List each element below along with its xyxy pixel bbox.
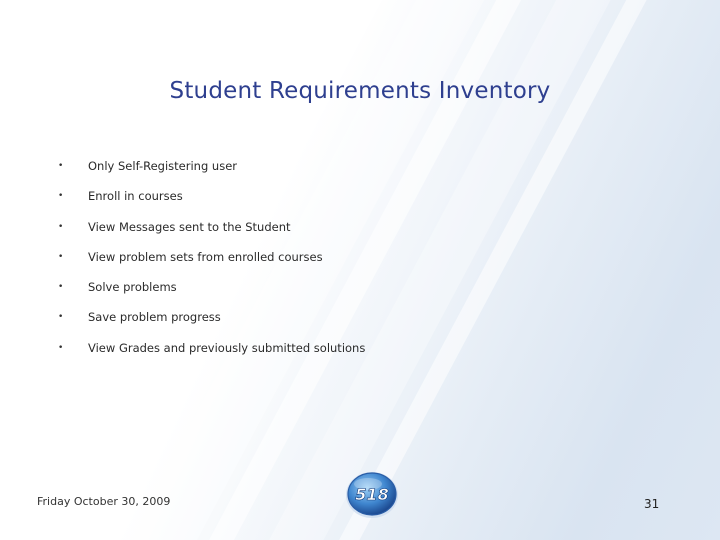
list-item xyxy=(58,278,365,308)
list-item-text: View problem sets from enrolled courses xyxy=(88,249,323,264)
bullet-icon: • xyxy=(58,251,64,262)
list-item xyxy=(58,308,365,338)
list-item-text: Enroll in courses xyxy=(88,189,183,204)
list-item xyxy=(58,218,365,248)
list-item-text: Only Self-Registering user xyxy=(88,159,238,173)
list-item-text: View Grades and previously submitted solutions xyxy=(88,340,366,355)
bullet-icon: • xyxy=(58,221,64,232)
requirements-list xyxy=(58,157,365,369)
bullet-icon: • xyxy=(58,282,64,293)
list-item-text: Save problem progress xyxy=(88,310,221,325)
bullet-icon: • xyxy=(58,191,64,202)
list-item xyxy=(58,157,365,187)
list-item xyxy=(58,339,365,369)
list-item-text: View Messages sent to the Student xyxy=(88,219,291,234)
slide-title: Student Requirements Inventory xyxy=(169,78,551,104)
bullet-icon: • xyxy=(58,161,64,171)
list-item-text: Solve problems xyxy=(88,280,177,295)
bullet-icon: • xyxy=(58,312,64,323)
footer-date: Friday October 30, 2009 xyxy=(37,495,171,508)
logo-text: 518 xyxy=(355,485,389,504)
list-item xyxy=(58,187,365,217)
logo-518-icon xyxy=(344,470,400,520)
list-item xyxy=(58,248,365,278)
page-number: 31 xyxy=(644,497,660,511)
bullet-icon: • xyxy=(58,342,64,353)
